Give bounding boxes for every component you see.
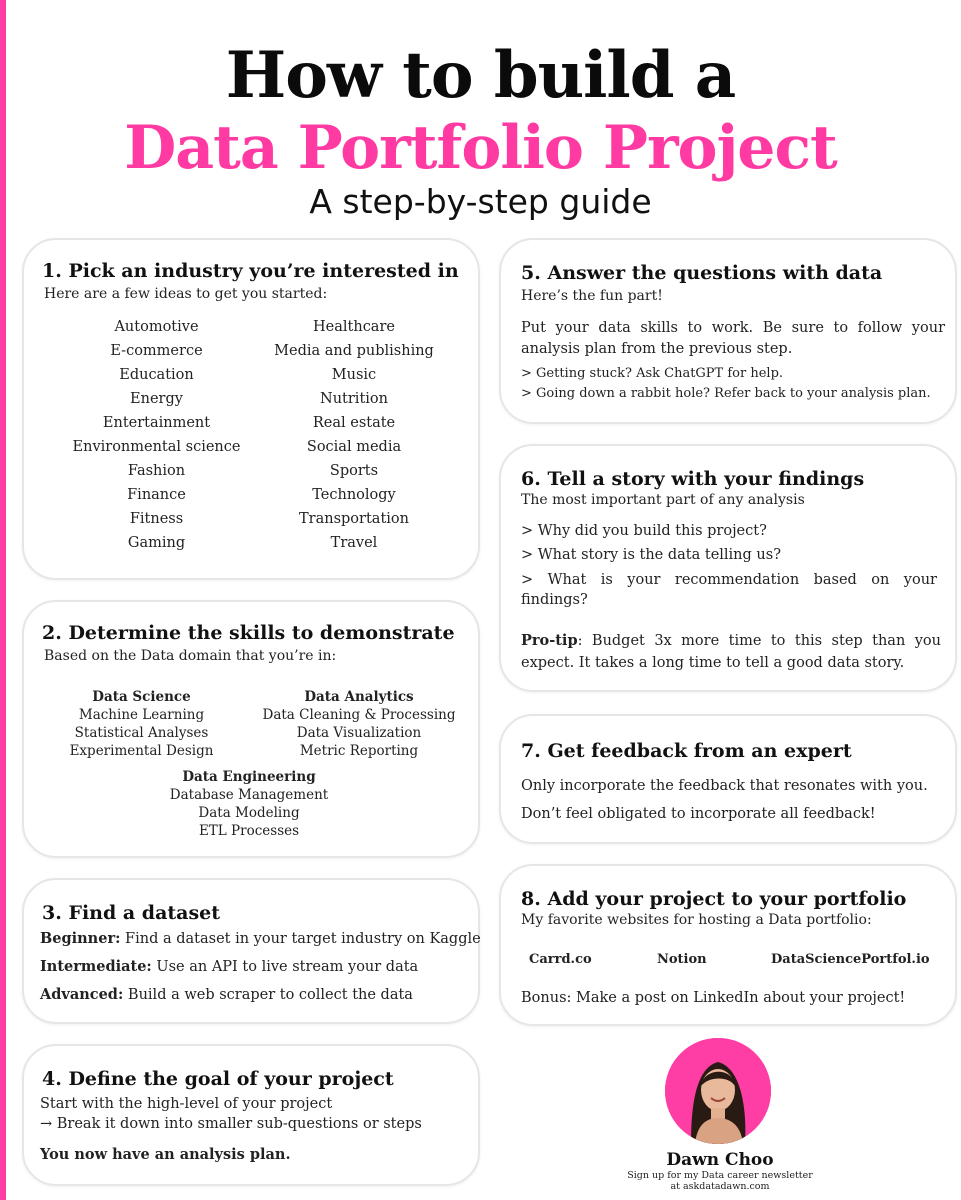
industry-list-left: [54, 315, 259, 555]
skill-item: Database Management: [169, 787, 329, 803]
step-4-heading: 4. Define the goal of your project: [42, 1068, 394, 1090]
industry-item: Healthcare: [313, 319, 395, 335]
step-6-question-3: > What is your recommendation based on your findings?: [521, 572, 937, 608]
step-7-card: [499, 714, 957, 844]
step-4-card: [22, 1044, 480, 1186]
advanced-label: Advanced:: [40, 986, 124, 1003]
data-science-skills: [44, 688, 239, 760]
step-6-question-1: > Why did you build this project?: [521, 523, 767, 539]
step-1-card: [22, 238, 480, 580]
step-6-protip: [521, 630, 941, 674]
step-6-card: [499, 444, 957, 692]
beginner-line: [40, 930, 481, 947]
industry-item: Travel: [330, 535, 378, 551]
step-5-subheading: Here’s the fun part!: [521, 288, 663, 304]
industry-item: Nutrition: [320, 391, 388, 407]
step-5-tip-1: > Getting stuck? Ask ChatGPT for help.: [521, 366, 784, 381]
intermediate-label: Intermediate:: [40, 958, 152, 975]
protip-text: : Budget 3x more time to this step than you expect. It takes a long time to tell a good data story.: [521, 633, 941, 671]
industry-item: Transportation: [299, 511, 409, 527]
step-5-body: Put your data skills to work. Be sure to follow your analysis plan from the previous step.: [521, 320, 945, 357]
industry-item: Entertainment: [102, 415, 211, 431]
advanced-line: [40, 986, 413, 1003]
site-datascienceportfolio: DataSciencePortfol.io: [771, 952, 930, 967]
step-1-subheading: Here are a few ideas to get you started:: [44, 286, 328, 302]
protip-label: Pro-tip: [521, 632, 578, 649]
beginner-label: Beginner:: [40, 930, 121, 947]
subtitle: A step-by-step guide: [309, 182, 652, 221]
step-4-line-1: Start with the high-level of your project: [40, 1096, 333, 1112]
industry-item: Media and publishing: [274, 343, 434, 359]
beginner-text: Find a dataset in your target industry on Kaggle: [120, 931, 481, 947]
author-avatar: [665, 1038, 771, 1144]
skill-item: Statistical Analyses: [74, 725, 209, 741]
step-2-heading: 2. Determine the skills to demonstrate: [42, 622, 455, 644]
step-3-card: [22, 878, 480, 1024]
industry-item: Real estate: [312, 415, 396, 431]
industry-item: Automotive: [114, 319, 199, 335]
industry-item: Environmental science: [72, 439, 241, 455]
industry-item: Social media: [306, 439, 402, 455]
site-notion: Notion: [657, 952, 707, 967]
skill-item: ETL Processes: [198, 823, 300, 839]
step-2-subheading: Based on the Data domain that you’re in:: [44, 648, 337, 664]
skill-item: Metric Reporting: [299, 743, 419, 759]
title-line-1: How to build a: [225, 38, 736, 113]
step-7-line-1: Only incorporate the feedback that resonates with you.: [521, 778, 928, 794]
skill-item: Experimental Design: [69, 743, 214, 759]
step-6-question-2: > What story is the data telling us?: [521, 547, 781, 563]
step-6-subheading: The most important part of any analysis: [521, 492, 805, 508]
title-line-2: Data Portfolio Project: [124, 113, 837, 183]
industry-item: Energy: [130, 391, 183, 407]
step-6-heading: 6. Tell a story with your findings: [521, 468, 865, 490]
skill-item: Data Cleaning & Processing: [262, 707, 456, 723]
step-8-bonus: Bonus: Make a post on LinkedIn about your project!: [521, 990, 906, 1006]
site-carrd: Carrd.co: [529, 952, 592, 967]
industry-item: Music: [331, 367, 377, 383]
step-5-heading: 5. Answer the questions with data: [521, 262, 883, 284]
step-8-heading: 8. Add your project to your portfolio: [521, 888, 907, 910]
author-name: Dawn Choo: [666, 1150, 774, 1170]
skill-group-title: Data Science: [92, 689, 191, 705]
step-8-subheading: My favorite websites for hosting a Data portfolio:: [521, 912, 872, 928]
skill-item: Data Visualization: [296, 725, 422, 741]
industry-item: Finance: [127, 487, 186, 503]
industry-item: Technology: [312, 487, 396, 503]
newsletter-line-1: Sign up for my Data career newsletter: [627, 1170, 813, 1181]
step-7-heading: 7. Get feedback from an expert: [521, 740, 852, 762]
step-4-line-2: → Break it down into smaller sub-questions or steps: [40, 1116, 422, 1132]
advanced-text: Build a web scraper to collect the data: [123, 987, 413, 1003]
newsletter-link[interactable]: at askdatadawn.com: [670, 1181, 770, 1192]
step-7-line-2: Don’t feel obligated to incorporate all feedback!: [521, 806, 876, 822]
industry-list-right: [264, 315, 444, 555]
skill-group-title: Data Engineering: [182, 769, 316, 785]
step-2-card: [22, 600, 480, 858]
step-8-card: [499, 864, 957, 1026]
data-analytics-skills: [254, 688, 464, 760]
step-1-heading: 1. Pick an industry you’re interested in: [42, 260, 459, 282]
industry-item: Fashion: [127, 463, 186, 479]
step-4-line-3: You now have an analysis plan.: [40, 1146, 291, 1163]
industry-item: Gaming: [127, 535, 186, 551]
industry-item: E-commerce: [110, 343, 203, 359]
author-photo-icon: [665, 1038, 771, 1144]
intermediate-line: [40, 958, 418, 975]
step-5-card: [499, 238, 957, 424]
intermediate-text: Use an API to live stream your data: [151, 959, 419, 975]
skill-group-title: Data Analytics: [304, 689, 414, 705]
step-5-tip-2: > Going down a rabbit hole? Refer back to your analysis plan.: [521, 386, 931, 401]
skill-item: Data Modeling: [198, 805, 300, 821]
industry-item: Sports: [329, 463, 379, 479]
skill-item: Machine Learning: [78, 707, 205, 723]
step-3-heading: 3. Find a dataset: [42, 902, 221, 924]
industry-item: Fitness: [129, 511, 184, 527]
data-engineering-skills: [134, 768, 364, 840]
industry-item: Education: [119, 367, 194, 383]
